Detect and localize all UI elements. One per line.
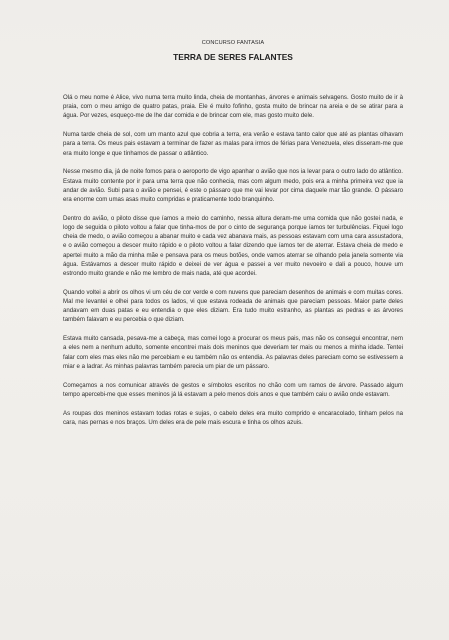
paragraph-1: Olá o meu nome é Alice, vivo numa terra muito linda, cheia de montanhas, árvores e animais selvagens. Gosto muito de ir à praia, com o meu amigo de quatro patas, praia. Ele é muito fofinho, gosta muito de brincar na areia e de se atirar para a água. Por vezes, esqueço-me de lhe dar comida e de brincar com ele, mas gosto muito dele. bbox=[63, 94, 403, 120]
paragraph-4: Dentro do avião, o piloto disse que íamos a meio do caminho, nessa altura deram-me uma comida que não gostei nada, e logo de seguida o piloto voltou a falar que tinha-mos de por o cinto de segurança porque íamos ter turbulências. Fiquei logo cheia de medo, o avião começou a abanar muito e cada vez abanava mais, as pessoas estavam com uma cara assustadora, e o avião começou a descer muito rápido e o piloto voltou a falar dizendo que íamos ter de aterrar. Estava cheia de medo e apertei muito a mão da minha mãe e pensava para os meus botões, onde vamos aterrar se olhando pela janela somente via água. Estávamos a descer muito rápido e deixei de ver água e passei a ver muito nevoeiro e dali a pouco, houve um estrondo muito grande e não me lembro de mais nada, até que acordei. bbox=[63, 214, 403, 278]
paragraph-7: Começamos a nos comunicar através de gestos e símbolos escritos no chão com um ramos de árvore. Passado algum tempo apercebi-me que esses meninos já lá estavam a pelo menos dois anos e que também caiu o avião onde estavam. bbox=[63, 381, 403, 398]
paragraph-8: As roupas dos meninos estavam todas rotas e sujas, o cabelo deles era muito comprido e encaracolado, tinham pelos na cara, nas pernas e nos braços. Um deles era de pele mais escura e tinha os olhos azuis. bbox=[63, 409, 403, 426]
paragraph-6: Estava muito cansada, pesava-me a cabeça, mas comei logo a procurar os meus pais, mas não os consegui encontrar, nem a eles nem a nenhum adulto, somente encontrei mais dois meninos que deveriam ter mais ou menos a minha idade. Tentei falar com eles mas eles não me percebiam e eu também não os entendia. As palavras deles pareciam como se estivessem a miar e a ladrar. As minhas palavras também parecia um piar de um pássaro. bbox=[63, 335, 403, 370]
paragraph-3: Nesse mesmo dia, já de noite fomos para o aeroporto de vigo apanhar o avião que nos ia levar para o outro lado do atlântico. Estava muito contente por ir para uma terra que não conhecia, mas com algum medo, pois era a minha primeira vez que ia andar de avião. Subi para o avião e pensei, é este o pássaro que me vai levar por cima daquele mar tão grande. O pássaro era enorme com umas asas muito compridas e praticamente todo branquinho. bbox=[63, 168, 403, 204]
paragraph-2: Numa tarde cheia de sol, com um manto azul que cobria a terra, era verão e estava tanto calor que até as plantas olhavam para a terra. Os meus pais estavam a terminar de fazer as malas para irmos de férias para Venezuela, eles disseram-me que era muito longe e que tínhamos de passar o atlântico. bbox=[63, 131, 403, 157]
document-content bbox=[63, 40, 403, 437]
story-title: TERRA DE SERES FALANTES bbox=[173, 52, 293, 62]
contest-label: CONCURSO FANTASIA bbox=[201, 40, 265, 46]
paragraph-5: Quando voltei a abrir os olhos vi um céu de cor verde e com nuvens que pareciam desenhos de animais e com muitas cores. Mal me levantei e olhei para todos os lados, vi que estava rodeada de animais que pareciam pessoas. Maior parte deles andavam em duas patas e eu entendia o que eles diziam. Era tudo muito estranho, as plantas as pedras e as árvores também falavam e eu percebia o que diziam. bbox=[63, 288, 403, 324]
story-body bbox=[63, 93, 403, 427]
